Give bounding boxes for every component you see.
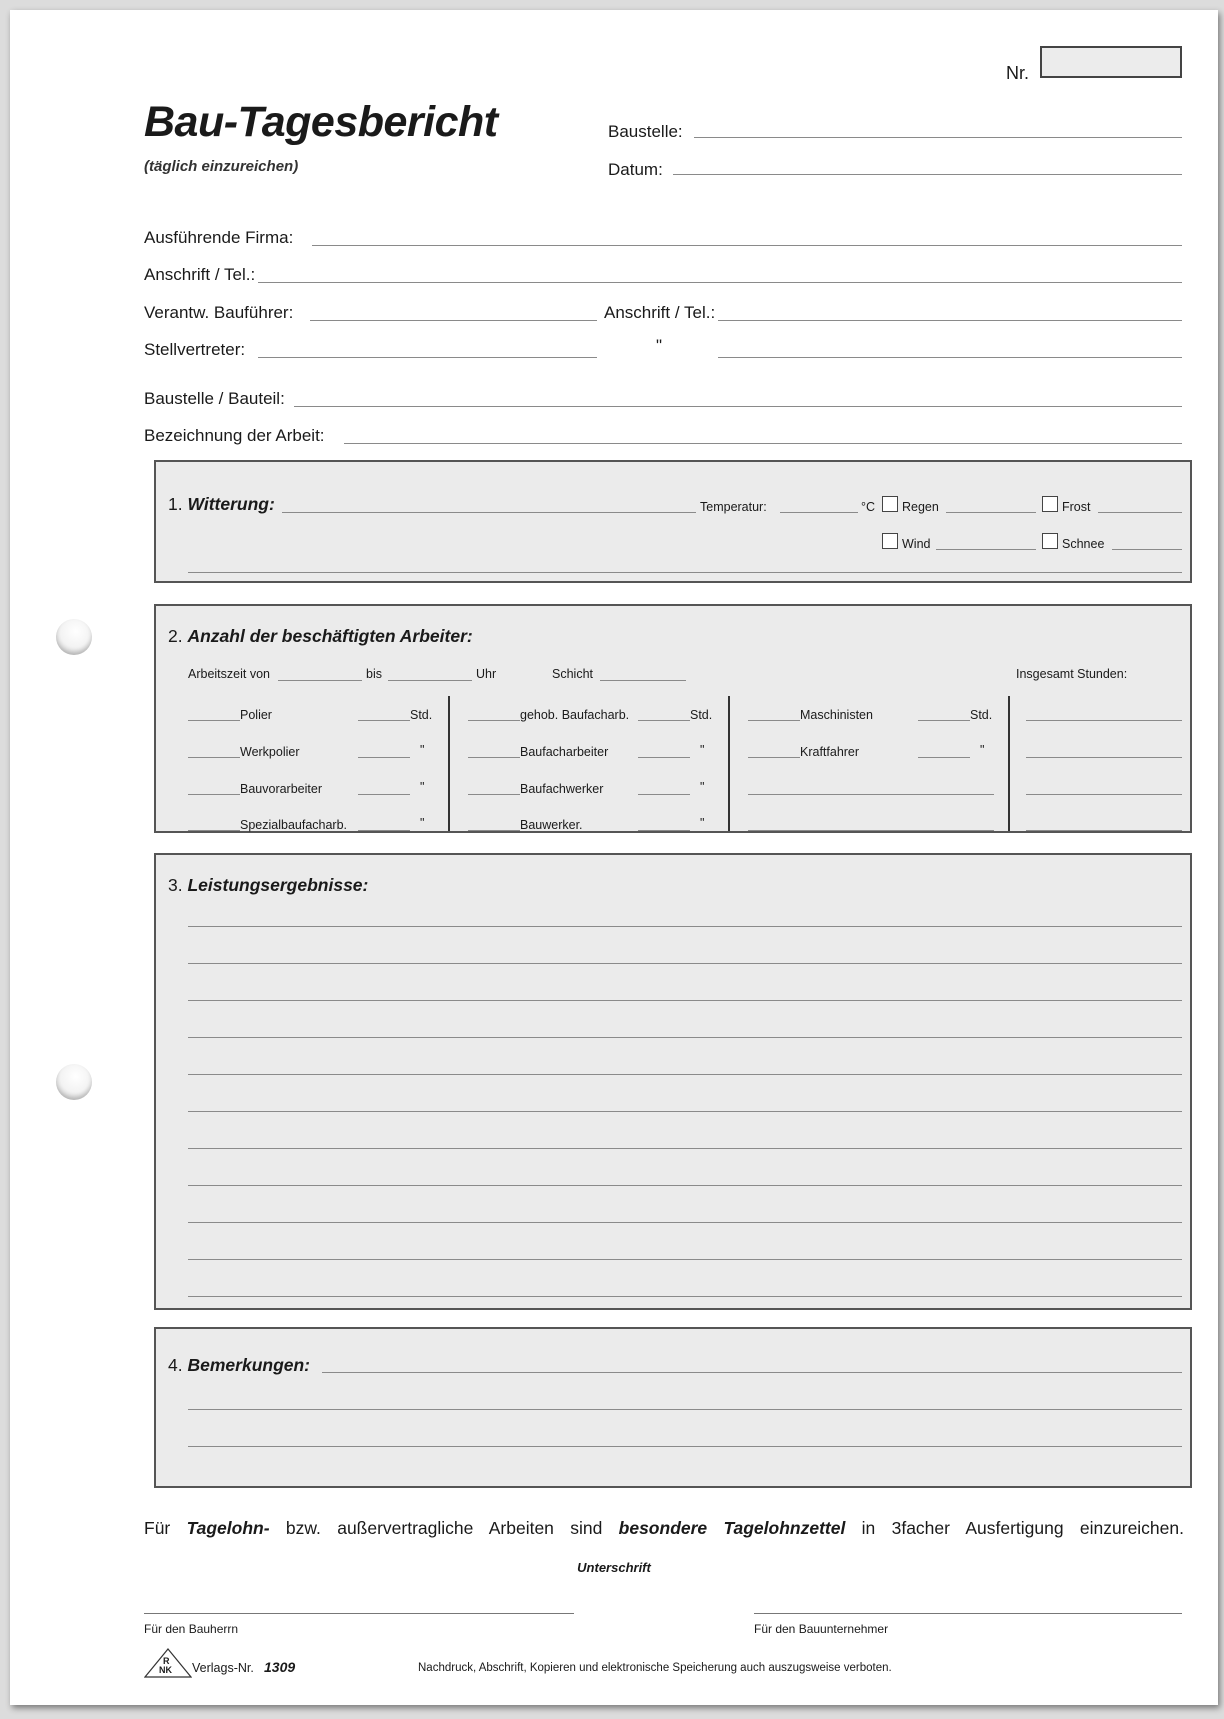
- hours-field[interactable]: [638, 830, 690, 831]
- stellvertreter-anschrift-field[interactable]: [718, 357, 1182, 358]
- wind-field[interactable]: [936, 549, 1036, 550]
- nr-label: Nr.: [1006, 63, 1030, 83]
- count-field[interactable]: [468, 830, 520, 831]
- signature-heading: Unterschrift: [577, 1560, 651, 1575]
- wind-label: Wind: [902, 537, 931, 551]
- total-hours-field[interactable]: [1026, 757, 1182, 758]
- signature-unternehmer-line[interactable]: [754, 1613, 1182, 1614]
- bauleiter-field[interactable]: [310, 320, 597, 321]
- count-field[interactable]: [748, 720, 800, 721]
- frost-field[interactable]: [1098, 512, 1182, 513]
- worker-label: Kraftfahrer: [800, 745, 860, 759]
- bemerkungen-line[interactable]: [188, 1446, 1182, 1447]
- worker-label: gehob. Baufacharb.: [520, 708, 630, 722]
- page-subtitle: (täglich einzureichen): [144, 158, 299, 175]
- section-arbeiter: [154, 604, 1192, 833]
- baustelle-label: Baustelle:: [608, 122, 683, 141]
- count-field[interactable]: [468, 720, 520, 721]
- form-sheet: [10, 10, 1218, 1705]
- section-1-title: 1. Witterung:: [168, 494, 275, 514]
- count-field[interactable]: [468, 757, 520, 758]
- hours-field[interactable]: [918, 757, 970, 758]
- worker-label: Spezialbaufacharb.: [240, 818, 348, 832]
- count-field[interactable]: [468, 794, 520, 795]
- schnee-checkbox[interactable]: [1042, 533, 1058, 549]
- hours-field[interactable]: [358, 794, 410, 795]
- signature-bauherr-line[interactable]: [144, 1613, 574, 1614]
- firma-field[interactable]: [312, 245, 1182, 246]
- signature-bauherr-label: Für den Bauherrn: [144, 1622, 239, 1636]
- ditto-mark: ": [420, 780, 425, 794]
- leistung-line[interactable]: [188, 1296, 1182, 1297]
- section-leistung: [154, 853, 1192, 1310]
- stellvertreter-field[interactable]: [258, 357, 597, 358]
- uhr-label: Uhr: [476, 667, 497, 681]
- worker-label: Werkpolier: [240, 745, 300, 759]
- rnk-logo-icon: R NK: [144, 1648, 192, 1678]
- witterung-field[interactable]: [282, 512, 696, 513]
- copyright-notice: Nachdruck, Abschrift, Kopieren und elektronische Speicherung auch auszugsweise verboten.: [418, 1662, 892, 1674]
- bis-label: bis: [366, 667, 382, 681]
- anschrift-label: Anschrift / Tel.:: [144, 265, 256, 284]
- arbeitszeit-label: Arbeitszeit von: [188, 667, 270, 681]
- section-4-title: 4. Bemerkungen:: [168, 1355, 311, 1375]
- column-divider: [1008, 696, 1010, 831]
- arbeit-field[interactable]: [344, 443, 1182, 444]
- page-title: Bau-Tagesbericht: [144, 98, 498, 146]
- baustelle-field[interactable]: [694, 137, 1182, 138]
- section-witterung: [154, 460, 1192, 583]
- temp-unit: °C: [861, 500, 876, 514]
- leistung-line[interactable]: [188, 1185, 1182, 1186]
- temperatur-field[interactable]: [780, 512, 858, 513]
- ditto-mark: ": [420, 816, 425, 830]
- total-hours-field[interactable]: [1026, 794, 1182, 795]
- leistung-line[interactable]: [188, 1259, 1182, 1260]
- ditto-mark: ": [700, 816, 705, 830]
- signature-unternehmer-label: Für den Bauunternehmer: [754, 1622, 889, 1636]
- datum-label: Datum:: [608, 160, 663, 179]
- insgesamt-label: Insgesamt Stunden:: [1016, 667, 1128, 681]
- ditto-mark: ": [656, 336, 663, 355]
- regen-label: Regen: [902, 500, 939, 514]
- datum-field[interactable]: [673, 174, 1182, 175]
- leistung-line[interactable]: [188, 963, 1182, 964]
- worker-label: Bauwerker.: [520, 818, 583, 832]
- count-field[interactable]: [188, 830, 240, 831]
- bauteil-label: Baustelle / Bauteil:: [144, 389, 285, 408]
- wind-checkbox[interactable]: [882, 533, 898, 549]
- ditto-mark: ": [980, 743, 985, 757]
- arbeitszeit-von-field[interactable]: [278, 680, 362, 681]
- std-label: Std.: [970, 708, 993, 722]
- leistung-line[interactable]: [188, 1148, 1182, 1149]
- temperatur-label: Temperatur:: [700, 500, 767, 514]
- hours-field[interactable]: [358, 757, 410, 758]
- hours-field[interactable]: [638, 757, 690, 758]
- verlag-number: 1309: [264, 1659, 296, 1675]
- tagelohn-note: Für Tagelohn- bzw. außervertragliche Arbeiten sind besondere Tagelohnzettel in 3facher Ausfertigung einzureichen.: [144, 1518, 1184, 1538]
- verlag-label: Verlags-Nr.: [192, 1661, 254, 1675]
- leistung-line[interactable]: [188, 1000, 1182, 1001]
- section-2-title: 2. Anzahl der beschäftigten Arbeiter:: [168, 626, 473, 646]
- worker-label: Bauvorarbeiter: [240, 782, 322, 796]
- bemerkungen-field[interactable]: [322, 1372, 1182, 1373]
- frost-label: Frost: [1062, 500, 1091, 514]
- worker-label: Baufachwerker: [520, 782, 604, 796]
- column-divider: [728, 696, 730, 831]
- worker-label: Polier: [240, 708, 272, 722]
- section-bemerkungen: [154, 1327, 1192, 1488]
- section-3-title: 3. Leistungsergebnisse:: [168, 875, 369, 895]
- hours-field[interactable]: [918, 720, 970, 721]
- hours-field[interactable]: [638, 794, 690, 795]
- bemerkungen-line[interactable]: [188, 1409, 1182, 1410]
- punch-hole-icon: [56, 1064, 92, 1100]
- worker-label: Baufacharbeiter: [520, 745, 609, 759]
- std-label: Std.: [690, 708, 713, 722]
- punch-hole-icon: [56, 619, 92, 655]
- count-field[interactable]: [748, 757, 800, 758]
- leistung-line[interactable]: [188, 1222, 1182, 1223]
- nr-input[interactable]: [1040, 46, 1182, 78]
- worker-label: Maschinisten: [800, 708, 873, 722]
- bauleiter-anschrift-field[interactable]: [718, 320, 1182, 321]
- std-label: Std.: [410, 708, 433, 722]
- stellvertreter-label: Stellvertreter:: [144, 340, 246, 359]
- extra-worker-field[interactable]: [748, 794, 994, 795]
- schicht-field[interactable]: [600, 680, 686, 681]
- count-field[interactable]: [188, 757, 240, 758]
- ditto-mark: ": [700, 743, 705, 757]
- arbeitszeit-bis-field[interactable]: [388, 680, 472, 681]
- regen-checkbox[interactable]: [882, 496, 898, 512]
- anschrift-field[interactable]: [258, 282, 1182, 283]
- schnee-label: Schnee: [1062, 537, 1105, 551]
- leistung-line[interactable]: [188, 1074, 1182, 1075]
- ditto-mark: ": [700, 780, 705, 794]
- leistung-line[interactable]: [188, 926, 1182, 927]
- firma-label: Ausführende Firma:: [144, 228, 294, 247]
- count-field[interactable]: [188, 794, 240, 795]
- ditto-mark: ": [420, 743, 425, 757]
- schicht-label: Schicht: [552, 667, 593, 681]
- total-hours-field[interactable]: [1026, 830, 1182, 831]
- column-divider: [448, 696, 450, 831]
- extra-worker-field[interactable]: [748, 830, 994, 831]
- count-field[interactable]: [188, 720, 240, 721]
- witterung-extra-line[interactable]: [188, 572, 1182, 573]
- regen-field[interactable]: [946, 512, 1036, 513]
- frost-checkbox[interactable]: [1042, 496, 1058, 512]
- schnee-field[interactable]: [1112, 549, 1182, 550]
- leistung-line[interactable]: [188, 1037, 1182, 1038]
- leistung-line[interactable]: [188, 1111, 1182, 1112]
- total-hours-field[interactable]: [1026, 720, 1182, 721]
- bauteil-field[interactable]: [294, 406, 1182, 407]
- arbeit-label: Bezeichnung der Arbeit:: [144, 426, 325, 445]
- hours-field[interactable]: [358, 720, 410, 721]
- bauleiter-anschrift-label: Anschrift / Tel.:: [604, 303, 716, 322]
- hours-field[interactable]: [358, 830, 410, 831]
- hours-field[interactable]: [638, 720, 690, 721]
- bauleiter-label: Verantw. Bauführer:: [144, 303, 294, 322]
